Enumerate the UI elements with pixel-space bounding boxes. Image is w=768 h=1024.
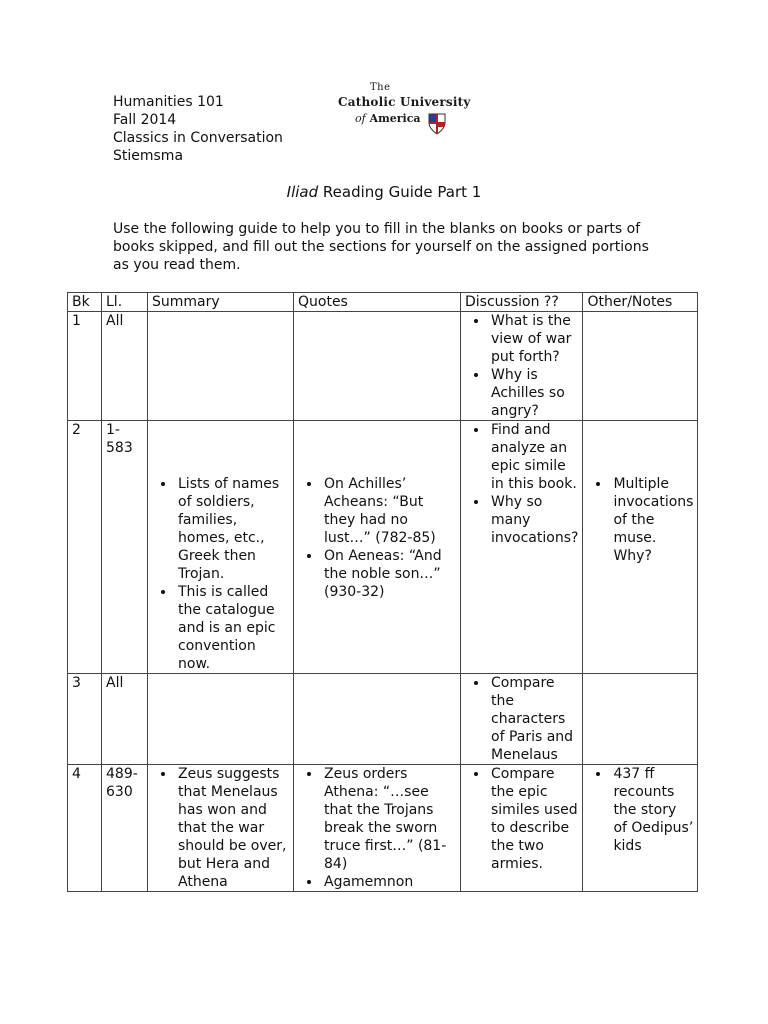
- discussion-list: [465, 765, 578, 873]
- logo-catholic-university: Catholic University: [338, 95, 471, 109]
- quotes-list: [298, 475, 456, 601]
- table-row: [68, 674, 698, 765]
- cell-lines: 489-630: [102, 765, 148, 892]
- discussion-list: [465, 312, 578, 420]
- intro-paragraph: Use the following guide to help you to fill in the blanks on books or parts of books skipped, and fill out the sections for yourself on the assigned portions as you read them.: [113, 221, 649, 273]
- list-item: • On Aeneas: “And the noble son…” (930-32): [322, 547, 456, 601]
- list-item: • Multiple invocations of the muse. Why?: [611, 475, 693, 565]
- cell-quotes: [294, 312, 461, 421]
- logo-the: The: [370, 82, 391, 93]
- cell-discussion: [461, 312, 583, 421]
- course-name: Humanities 101: [113, 94, 224, 110]
- list-item: • This is called the catalogue and is an epic convention now.: [176, 583, 289, 673]
- reading-guide-table: [67, 292, 698, 892]
- instructor-name: Stiemsma: [113, 148, 184, 164]
- shield-icon: [428, 113, 446, 135]
- other-list: [587, 765, 693, 855]
- cell-discussion: [461, 765, 583, 892]
- table-header-row: [68, 293, 698, 312]
- list-item: • Compare the epic similes used to describe the two armies.: [489, 765, 578, 873]
- cell-other: [583, 312, 698, 421]
- list-item: • 437 ff recounts the story of Oedipus’ kids: [611, 765, 693, 855]
- cell-book: 2: [68, 421, 102, 674]
- document-title: Iliad Reading Guide Part 1: [286, 183, 482, 201]
- cell-summary: [148, 421, 294, 674]
- course-term: Fall 2014: [113, 112, 177, 128]
- header-quotes: Quotes: [294, 293, 461, 312]
- cell-discussion: [461, 421, 583, 674]
- cell-other: [583, 674, 698, 765]
- cell-book: 1: [68, 312, 102, 421]
- list-item: • What is the view of war put forth?: [489, 312, 578, 366]
- summary-list: [152, 765, 289, 891]
- quotes-list: [298, 765, 456, 891]
- header-other-notes: Other/Notes: [583, 293, 698, 312]
- cell-lines: 1-583: [102, 421, 148, 674]
- list-item: • Find and analyze an epic simile in this book.: [489, 421, 578, 493]
- table-row: [68, 765, 698, 892]
- cell-lines: All: [102, 312, 148, 421]
- cell-discussion: [461, 674, 583, 765]
- header-summary: Summary: [148, 293, 294, 312]
- cell-quotes: [294, 674, 461, 765]
- table-row: [68, 421, 698, 674]
- course-info: [113, 93, 283, 165]
- cell-book: 3: [68, 674, 102, 765]
- cell-quotes: [294, 421, 461, 674]
- discussion-list: [465, 674, 578, 764]
- cell-summary: [148, 674, 294, 765]
- list-item: • Why so many invocations?: [489, 493, 578, 547]
- header-discussion: Discussion ??: [461, 293, 583, 312]
- logo-of-america: of America: [355, 112, 421, 125]
- list-item: • Compare the characters of Paris and Menelaus: [489, 674, 578, 764]
- header-lines: Ll.: [102, 293, 148, 312]
- summary-list: [152, 475, 289, 673]
- list-item: • On Achilles’ Acheans: “But they had no lust…” (782-85): [322, 475, 456, 547]
- cell-quotes: [294, 765, 461, 892]
- table-row: [68, 312, 698, 421]
- cell-other: [583, 421, 698, 674]
- list-item: • Why is Achilles so angry?: [489, 366, 578, 420]
- header-bk: Bk: [68, 293, 102, 312]
- list-item: • Agamemnon: [322, 873, 456, 891]
- course-subtitle: Classics in Conversation: [113, 130, 283, 146]
- cell-other: [583, 765, 698, 892]
- university-logo: [338, 82, 470, 140]
- list-item: • Lists of names of soldiers, families, homes, etc., Greek then Trojan.: [176, 475, 289, 583]
- other-list: [587, 475, 693, 565]
- list-item: • Zeus orders Athena: “…see that the Trojans break the sworn truce first…” (81-84): [322, 765, 456, 873]
- cell-summary: [148, 765, 294, 892]
- discussion-list: [465, 421, 578, 547]
- cell-summary: [148, 312, 294, 421]
- cell-book: 4: [68, 765, 102, 892]
- cell-lines: All: [102, 674, 148, 765]
- list-item: • Zeus suggests that Menelaus has won and that the war should be over, but Hera and Athena: [176, 765, 289, 891]
